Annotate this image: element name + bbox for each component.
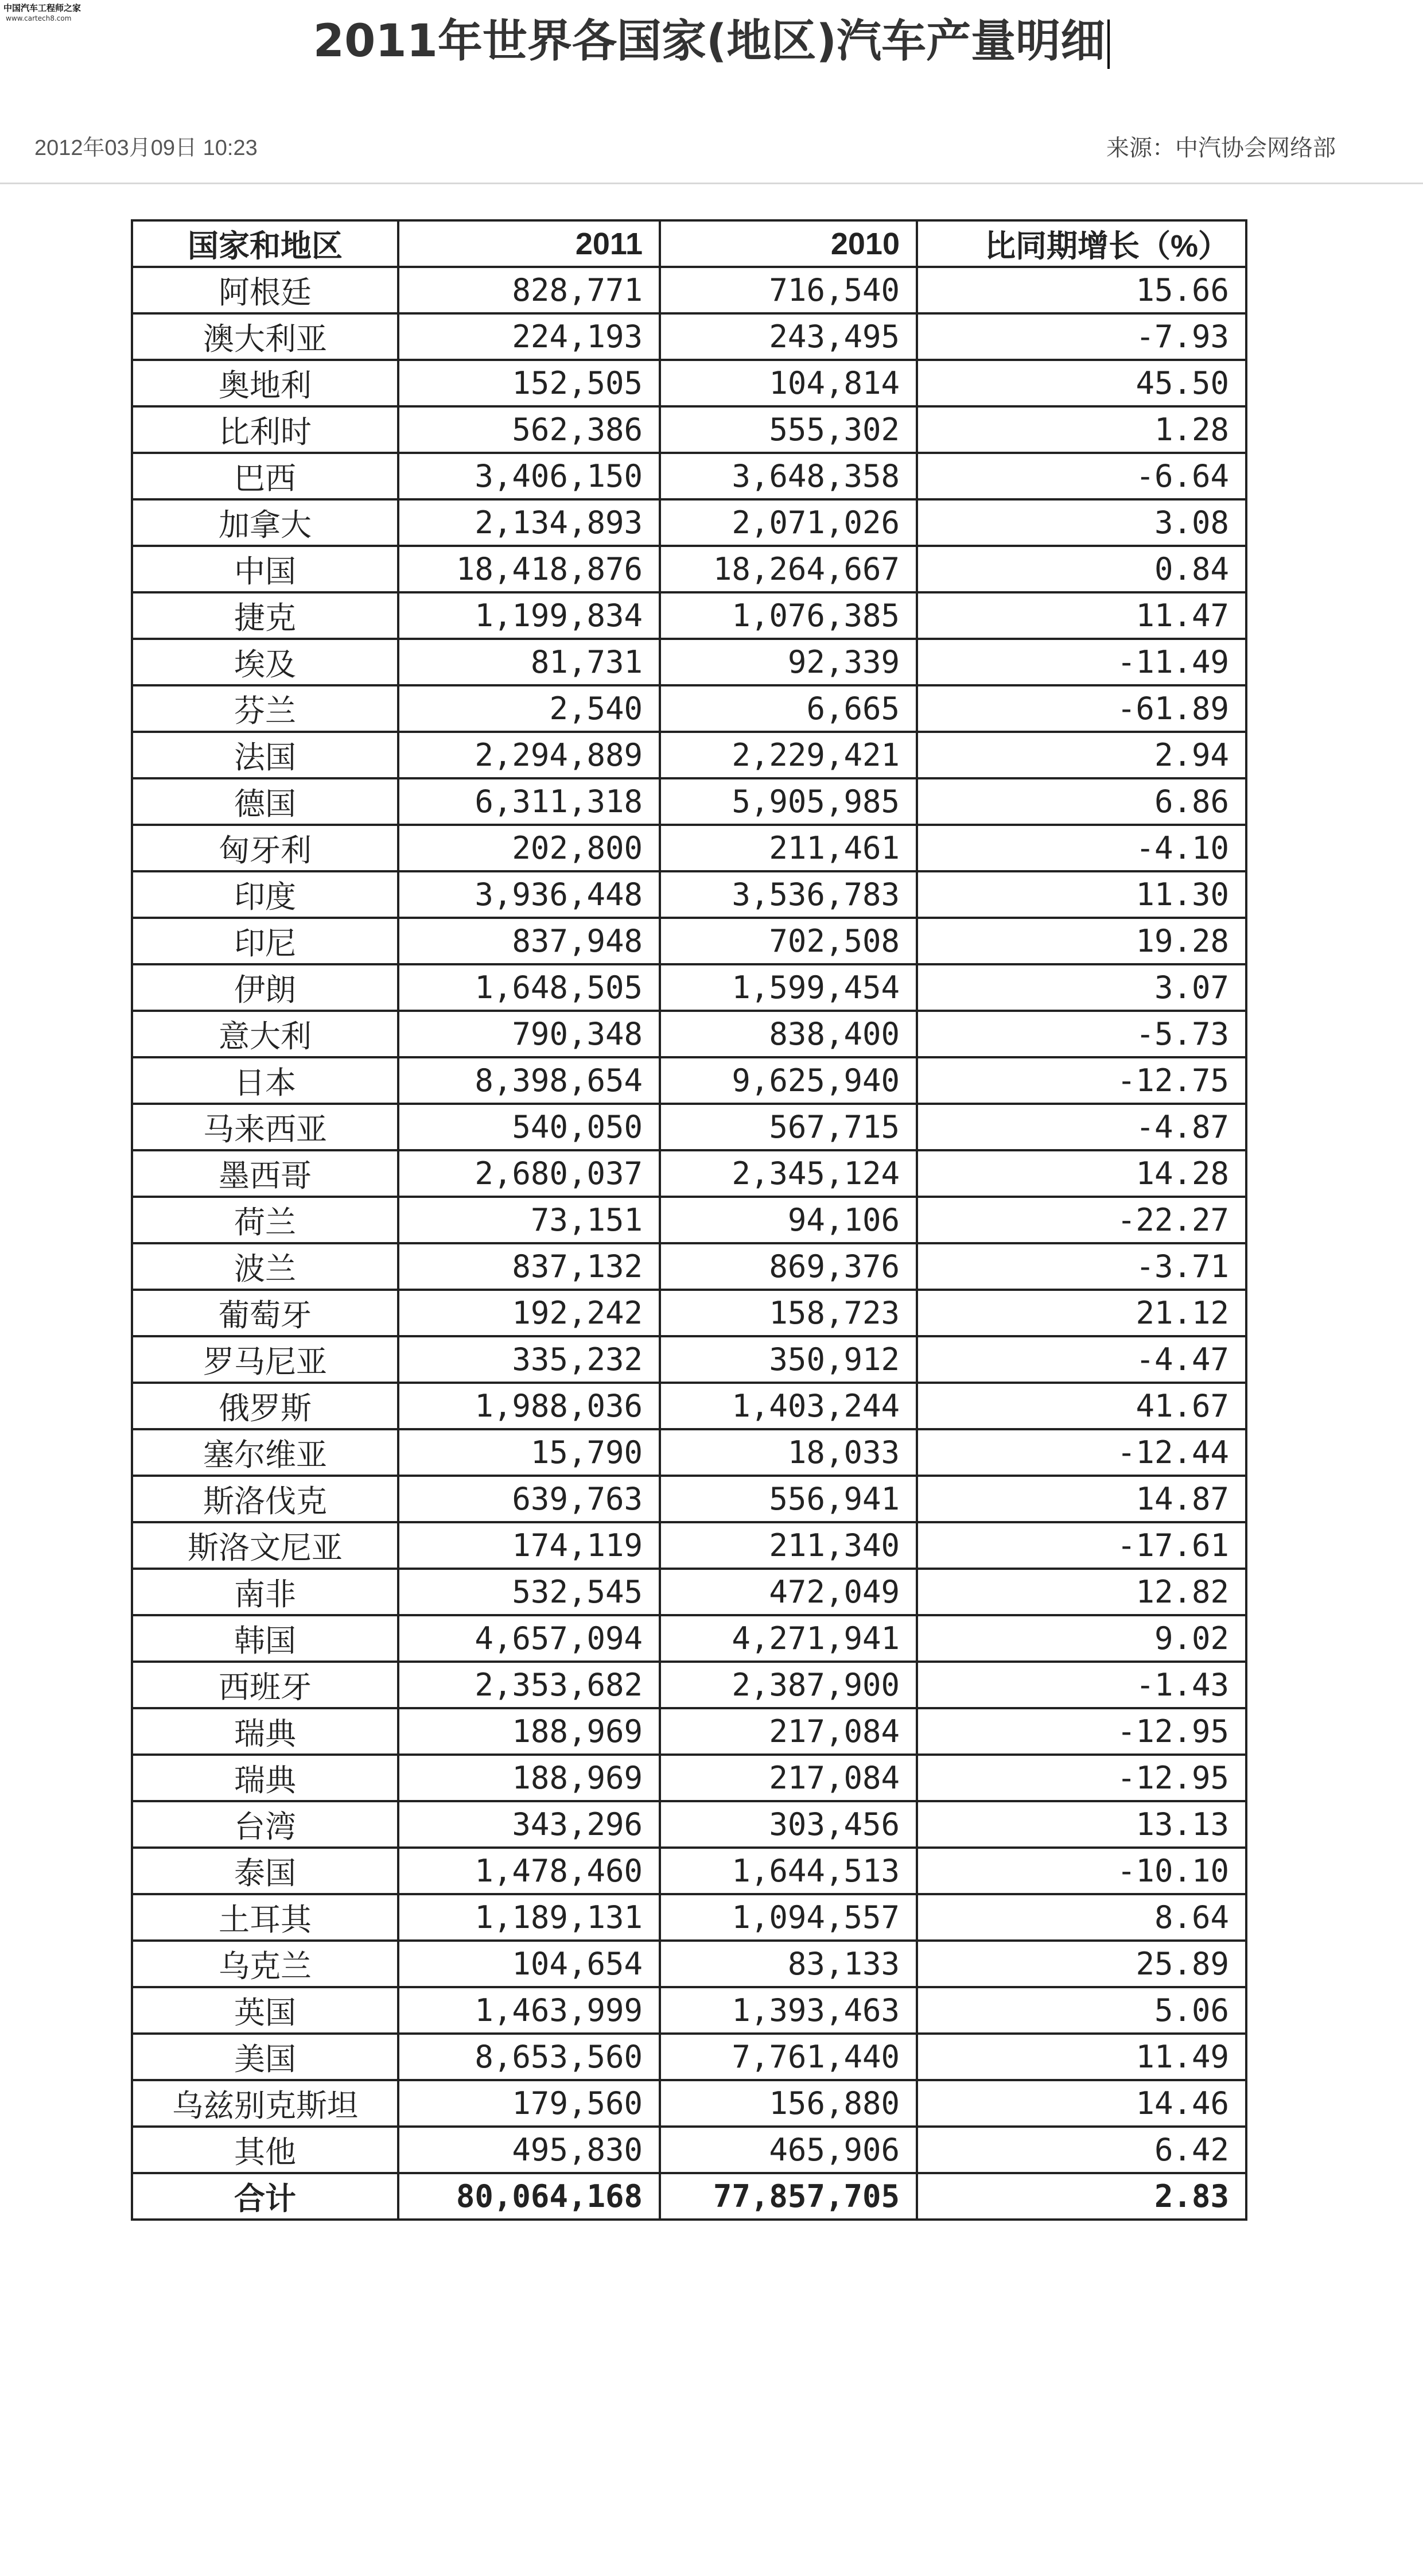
cell-2011: 18,418,876: [398, 546, 660, 592]
cell-2010: 555,302: [660, 406, 917, 453]
cell-2011: 192,242: [398, 1290, 660, 1336]
cell-2010: 3,648,358: [660, 453, 917, 499]
cell-region: 意大利: [132, 1011, 398, 1057]
table-row: [132, 1429, 1246, 1476]
table-row: [132, 406, 1246, 453]
logo-text: 中国汽车工程师之家: [3, 3, 81, 13]
cell-region: 乌克兰: [132, 1941, 398, 1987]
cell-2010: 556,941: [660, 1476, 917, 1522]
cell-growth: -12.44: [917, 1429, 1246, 1476]
cell-2010: 158,723: [660, 1290, 917, 1336]
cell-2010: 217,084: [660, 1755, 917, 1801]
table-row: [132, 639, 1246, 685]
cell-2010: 217,084: [660, 1708, 917, 1755]
cell-2010: 2,345,124: [660, 1150, 917, 1197]
cell-2011: 8,653,560: [398, 2034, 660, 2080]
cell-2010: 716,540: [660, 267, 917, 313]
cell-growth: -7.93: [917, 313, 1246, 360]
cell-growth: 2.83: [917, 2173, 1246, 2220]
cell-region: 泰国: [132, 1848, 398, 1894]
table-body: [132, 267, 1246, 2220]
cell-2010: 465,906: [660, 2127, 917, 2173]
cell-2010: 702,508: [660, 918, 917, 964]
cell-region: 波兰: [132, 1243, 398, 1290]
cell-2010: 211,461: [660, 825, 917, 871]
table-row: [132, 685, 1246, 732]
cell-growth: 6.86: [917, 778, 1246, 825]
cell-growth: 3.08: [917, 499, 1246, 546]
cell-growth: 11.49: [917, 2034, 1246, 2080]
cell-2010: 303,456: [660, 1801, 917, 1848]
text-cursor: [1107, 20, 1110, 69]
cell-growth: 2.94: [917, 732, 1246, 778]
cell-2010: 9,625,940: [660, 1057, 917, 1104]
cell-growth: 14.46: [917, 2080, 1246, 2127]
cell-growth: -10.10: [917, 1848, 1246, 1894]
cell-2011: 2,540: [398, 685, 660, 732]
cell-region: 其他: [132, 2127, 398, 2173]
cell-growth: -12.95: [917, 1755, 1246, 1801]
cell-2010: 7,761,440: [660, 2034, 917, 2080]
table-row: [132, 1755, 1246, 1801]
table-row: [132, 313, 1246, 360]
cell-region: 澳大利亚: [132, 313, 398, 360]
cell-growth: 19.28: [917, 918, 1246, 964]
cell-2011: 2,134,893: [398, 499, 660, 546]
cell-growth: 14.87: [917, 1476, 1246, 1522]
cell-2011: 188,969: [398, 1708, 660, 1755]
cell-region: 葡萄牙: [132, 1290, 398, 1336]
cell-region: 斯洛文尼亚: [132, 1522, 398, 1569]
table-row: [132, 1011, 1246, 1057]
cell-2011: 837,132: [398, 1243, 660, 1290]
cell-growth: -6.64: [917, 453, 1246, 499]
cell-2011: 174,119: [398, 1522, 660, 1569]
cell-region: 伊朗: [132, 964, 398, 1011]
cell-region: 阿根廷: [132, 267, 398, 313]
cell-2011: 562,386: [398, 406, 660, 453]
table-row: [132, 1848, 1246, 1894]
article-source: 来源：中汽协会网络部: [1106, 135, 1336, 161]
cell-region: 西班牙: [132, 1662, 398, 1708]
cell-growth: 5.06: [917, 1987, 1246, 2034]
table-row: [132, 1476, 1246, 1522]
table-row: [132, 918, 1246, 964]
cell-growth: -4.47: [917, 1336, 1246, 1383]
cell-2010: 472,049: [660, 1569, 917, 1615]
table-row: [132, 778, 1246, 825]
cell-growth: 25.89: [917, 1941, 1246, 1987]
cell-growth: 12.82: [917, 1569, 1246, 1615]
cell-2010: 567,715: [660, 1104, 917, 1150]
table-row: [132, 2127, 1246, 2173]
cell-2010: 211,340: [660, 1522, 917, 1569]
cell-2010: 243,495: [660, 313, 917, 360]
cell-region: 瑞典: [132, 1755, 398, 1801]
table-row: [132, 592, 1246, 639]
cell-growth: -11.49: [917, 639, 1246, 685]
cell-2010: 1,393,463: [660, 1987, 917, 2034]
cell-region: 英国: [132, 1987, 398, 2034]
table-row: [132, 1662, 1246, 1708]
table-row: [132, 1150, 1246, 1197]
table-row: [132, 964, 1246, 1011]
cell-region: 印度: [132, 871, 398, 918]
table-row: [132, 1383, 1246, 1429]
cell-2011: 81,731: [398, 639, 660, 685]
cell-2011: 224,193: [398, 313, 660, 360]
cell-region: 罗马尼亚: [132, 1336, 398, 1383]
cell-region: 俄罗斯: [132, 1383, 398, 1429]
cell-2010: 2,229,421: [660, 732, 917, 778]
divider: [0, 183, 1423, 184]
cell-2010: 5,905,985: [660, 778, 917, 825]
cell-2011: 202,800: [398, 825, 660, 871]
cell-region: 中国: [132, 546, 398, 592]
cell-2011: 828,771: [398, 267, 660, 313]
cell-growth: 11.47: [917, 592, 1246, 639]
cell-2011: 188,969: [398, 1755, 660, 1801]
cell-2010: 838,400: [660, 1011, 917, 1057]
cell-2011: 152,505: [398, 360, 660, 406]
table-row: [132, 1336, 1246, 1383]
cell-growth: -5.73: [917, 1011, 1246, 1057]
cell-2010: 94,106: [660, 1197, 917, 1243]
cell-2010: 350,912: [660, 1336, 917, 1383]
table-row: [132, 546, 1246, 592]
table-row: [132, 1987, 1246, 2034]
cell-2011: 1,988,036: [398, 1383, 660, 1429]
cell-2011: 3,406,150: [398, 453, 660, 499]
cell-growth: -3.71: [917, 1243, 1246, 1290]
page-title: [0, 13, 1423, 70]
cell-growth: -61.89: [917, 685, 1246, 732]
table-row: [132, 360, 1246, 406]
cell-2011: 532,545: [398, 1569, 660, 1615]
table-row: [132, 453, 1246, 499]
cell-2010: 1,599,454: [660, 964, 917, 1011]
cell-2011: 639,763: [398, 1476, 660, 1522]
cell-2010: 104,814: [660, 360, 917, 406]
cell-2010: 1,076,385: [660, 592, 917, 639]
cell-region: 荷兰: [132, 1197, 398, 1243]
cell-growth: 41.67: [917, 1383, 1246, 1429]
cell-region: 法国: [132, 732, 398, 778]
cell-growth: 21.12: [917, 1290, 1246, 1336]
cell-growth: -12.75: [917, 1057, 1246, 1104]
cell-growth: -1.43: [917, 1662, 1246, 1708]
cell-2011: 4,657,094: [398, 1615, 660, 1662]
table-row: [132, 1941, 1246, 1987]
cell-2011: 790,348: [398, 1011, 660, 1057]
cell-region: 捷克: [132, 592, 398, 639]
cell-2010: 1,644,513: [660, 1848, 917, 1894]
cell-2011: 8,398,654: [398, 1057, 660, 1104]
cell-growth: 13.13: [917, 1801, 1246, 1848]
table-row: [132, 1522, 1246, 1569]
cell-region: 塞尔维亚: [132, 1429, 398, 1476]
table-row: [132, 1801, 1246, 1848]
table-row: [132, 1708, 1246, 1755]
cell-region: 印尼: [132, 918, 398, 964]
cell-2011: 343,296: [398, 1801, 660, 1848]
cell-region: 埃及: [132, 639, 398, 685]
cell-region: 加拿大: [132, 499, 398, 546]
header-growth: 比同期增长（%）: [917, 220, 1246, 267]
cell-region: 斯洛伐克: [132, 1476, 398, 1522]
cell-2011: 3,936,448: [398, 871, 660, 918]
cell-region: 奥地利: [132, 360, 398, 406]
cell-region: 芬兰: [132, 685, 398, 732]
cell-growth: 11.30: [917, 871, 1246, 918]
cell-2010: 18,033: [660, 1429, 917, 1476]
table-row: [132, 2034, 1246, 2080]
table-row: [132, 732, 1246, 778]
table-row: [132, 1894, 1246, 1941]
cell-region: 德国: [132, 778, 398, 825]
cell-growth: 3.07: [917, 964, 1246, 1011]
table-total-row: [132, 2173, 1246, 2220]
cell-growth: -4.87: [917, 1104, 1246, 1150]
cell-2011: 495,830: [398, 2127, 660, 2173]
cell-2011: 837,948: [398, 918, 660, 964]
table-row: [132, 1104, 1246, 1150]
table-row: [132, 2080, 1246, 2127]
cell-2011: 2,353,682: [398, 1662, 660, 1708]
page-title-text: 2011年世界各国家(地区)汽车产量明细: [313, 15, 1106, 67]
header-2010: 2010: [660, 220, 917, 267]
cell-2010: 869,376: [660, 1243, 917, 1290]
logo-url: www.cartech8.com: [6, 14, 72, 22]
cell-region: 美国: [132, 2034, 398, 2080]
cell-region: 匈牙利: [132, 825, 398, 871]
cell-2011: 540,050: [398, 1104, 660, 1150]
cell-region: 韩国: [132, 1615, 398, 1662]
table-row: [132, 825, 1246, 871]
cell-growth: -17.61: [917, 1522, 1246, 1569]
cell-2010: 83,133: [660, 1941, 917, 1987]
cell-2010: 2,071,026: [660, 499, 917, 546]
cell-growth: 14.28: [917, 1150, 1246, 1197]
cell-2011: 73,151: [398, 1197, 660, 1243]
production-table: [131, 219, 1247, 2221]
cell-2010: 77,857,705: [660, 2173, 917, 2220]
cell-growth: -22.27: [917, 1197, 1246, 1243]
cell-2011: 2,294,889: [398, 732, 660, 778]
table-row: [132, 1290, 1246, 1336]
cell-2011: 179,560: [398, 2080, 660, 2127]
table-row: [132, 1569, 1246, 1615]
publish-date: 2012年03月09日 10:23: [34, 136, 258, 160]
table-row: [132, 1615, 1246, 1662]
header-2011: 2011: [398, 220, 660, 267]
cell-region: 土耳其: [132, 1894, 398, 1941]
cell-2011: 1,199,834: [398, 592, 660, 639]
cell-2010: 6,665: [660, 685, 917, 732]
cell-region: 巴西: [132, 453, 398, 499]
production-table-container: [131, 219, 1245, 2221]
cell-2011: 1,463,999: [398, 1987, 660, 2034]
cell-2011: 6,311,318: [398, 778, 660, 825]
cell-region: 台湾: [132, 1801, 398, 1848]
cell-2011: 2,680,037: [398, 1150, 660, 1197]
table-row: [132, 1197, 1246, 1243]
cell-2011: 1,478,460: [398, 1848, 660, 1894]
cell-growth: 6.42: [917, 2127, 1246, 2173]
cell-growth: 1.28: [917, 406, 1246, 453]
cell-2011: 104,654: [398, 1941, 660, 1987]
table-header-row: [132, 220, 1246, 267]
cell-region: 日本: [132, 1057, 398, 1104]
cell-2010: 18,264,667: [660, 546, 917, 592]
cell-region: 乌兹别克斯坦: [132, 2080, 398, 2127]
cell-2010: 2,387,900: [660, 1662, 917, 1708]
cell-region: 比利时: [132, 406, 398, 453]
cell-growth: 45.50: [917, 360, 1246, 406]
cell-2011: 1,648,505: [398, 964, 660, 1011]
cell-growth: 9.02: [917, 1615, 1246, 1662]
cell-2010: 1,403,244: [660, 1383, 917, 1429]
cell-growth: 0.84: [917, 546, 1246, 592]
cell-2010: 3,536,783: [660, 871, 917, 918]
cell-2010: 156,880: [660, 2080, 917, 2127]
cell-2010: 92,339: [660, 639, 917, 685]
cell-growth: -4.10: [917, 825, 1246, 871]
table-row: [132, 499, 1246, 546]
cell-2010: 4,271,941: [660, 1615, 917, 1662]
table-row: [132, 871, 1246, 918]
cell-2010: 1,094,557: [660, 1894, 917, 1941]
cell-2011: 80,064,168: [398, 2173, 660, 2220]
cell-region: 瑞典: [132, 1708, 398, 1755]
cell-region: 合计: [132, 2173, 398, 2220]
cell-growth: -12.95: [917, 1708, 1246, 1755]
cell-region: 马来西亚: [132, 1104, 398, 1150]
cell-growth: 8.64: [917, 1894, 1246, 1941]
table-row: [132, 267, 1246, 313]
cell-growth: 15.66: [917, 267, 1246, 313]
header-region: 国家和地区: [132, 220, 398, 267]
cell-2011: 15,790: [398, 1429, 660, 1476]
cell-2011: 1,189,131: [398, 1894, 660, 1941]
table-row: [132, 1057, 1246, 1104]
cell-region: 墨西哥: [132, 1150, 398, 1197]
table-row: [132, 1243, 1246, 1290]
cell-2011: 335,232: [398, 1336, 660, 1383]
cell-region: 南非: [132, 1569, 398, 1615]
